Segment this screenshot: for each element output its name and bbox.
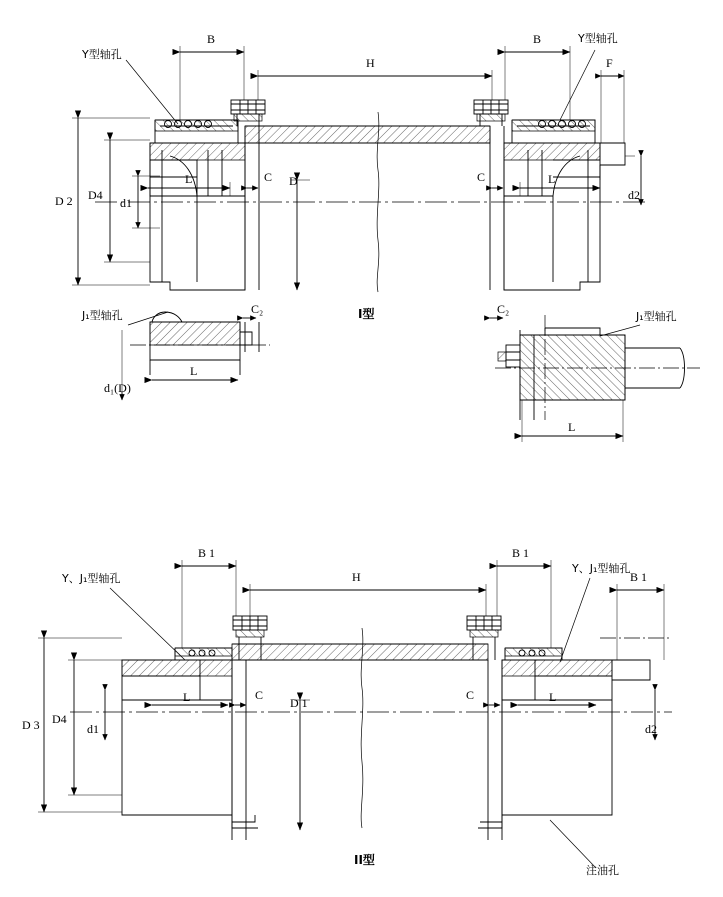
dim-D4-type2: D4 (52, 712, 67, 726)
annotation-y-j1-bore-left: Y、J₁型轴孔 (62, 572, 121, 585)
dim-F: F (606, 56, 613, 70)
annotation-y-j1-bore-right: Y、J₁型轴孔 (572, 562, 631, 575)
dim-D-type1: D (289, 174, 298, 188)
dim-L-detail-right: L (568, 420, 576, 434)
dim-H-type1: H (366, 56, 375, 70)
dim-C-left-type1: C (264, 170, 273, 184)
dim-d2-type1: d2 (628, 188, 640, 202)
dim-d2-type2: d2 (645, 722, 657, 736)
dim-D4-type1: D4 (88, 188, 103, 202)
dim-C2-left: C₂ (251, 302, 264, 316)
title-type-2: II型 (354, 853, 375, 867)
dim-B-right: B (533, 32, 542, 46)
annotation-j1-bore-right: J₁型轴孔 (636, 310, 677, 323)
annotation-y-bore-left-top: Y型轴孔 (82, 48, 122, 61)
dim-L-right-type2: L (549, 690, 557, 704)
dim-D2: D 2 (55, 194, 73, 208)
annotation-j1-bore-left: J₁型轴孔 (82, 309, 123, 322)
dim-B1-far-right: B 1 (630, 570, 648, 584)
dim-L-right-type1: L (548, 172, 556, 186)
dim-B1-right: B 1 (512, 546, 530, 560)
annotation-oil-hole: 注油孔 (586, 864, 619, 877)
dim-L-left-type2: L (183, 690, 191, 704)
dim-D1: D 1 (290, 696, 308, 710)
dim-B1-left: B 1 (198, 546, 216, 560)
dim-d1-type1: d1 (120, 196, 132, 210)
dim-d1-type2: d1 (87, 722, 99, 736)
annotation-y-bore-right-top: Y型轴孔 (578, 32, 618, 45)
dim-C-right-type2: C (466, 688, 475, 702)
dim-D3: D 3 (22, 718, 40, 732)
dim-C-right-type1: C (477, 170, 486, 184)
title-type-1: I型 (358, 307, 375, 321)
dim-d1-D: d₁(D) (104, 381, 131, 395)
dim-L-detail-left: L (190, 364, 198, 378)
dim-H-type2: H (352, 570, 361, 584)
dim-B-left: B (207, 32, 216, 46)
dim-L-left-type1: L (185, 172, 193, 186)
dim-C-left-type2: C (255, 688, 264, 702)
dim-C2-right: C₂ (497, 302, 510, 316)
